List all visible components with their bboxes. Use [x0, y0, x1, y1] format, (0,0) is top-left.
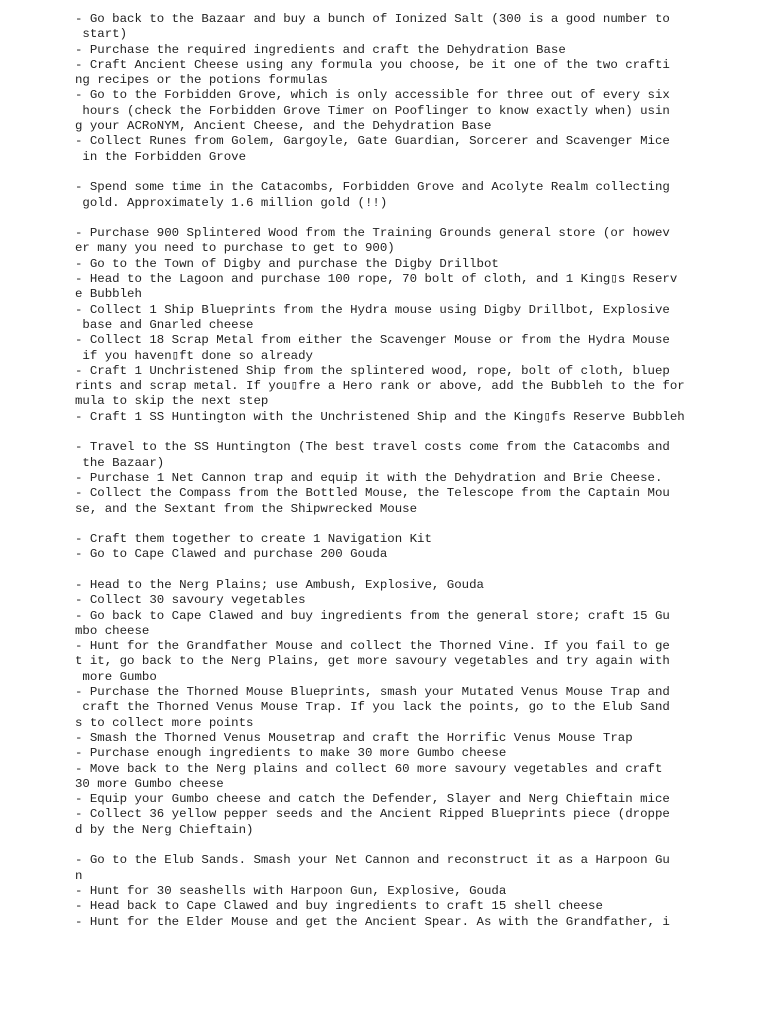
text-line: g your ACRoNYM, Ancient Cheese, and the Dehydration Base [75, 119, 492, 134]
text-line: - Go back to the Bazaar and buy a bunch of Ionized Salt (300 is a good number to [75, 12, 670, 26]
text-line: - Go to the Elub Sands. Smash your Net Cannon and reconstruct it as a Harpoon Gu [75, 853, 670, 868]
text-line: s to collect more points [75, 715, 254, 730]
text-line: rints and scrap metal. If you▯fre a Hero rank or above, add the Bubbleh to the for [75, 379, 685, 394]
text-line: - Go to the Forbidden Grove, which is only accessible for three out of every six [75, 88, 670, 103]
text-line: - Spend some time in the Catacombs, Forbidden Grove and Acolyte Realm collecting [75, 180, 670, 195]
blank-line [75, 563, 675, 578]
text-line: - Head to the Lagoon and purchase 100 rope, 70 bolt of cloth, and 1 King▯s Reserv [75, 272, 678, 287]
text-line: - Purchase the Thorned Mouse Blueprints, smash your Mutated Venus Mouse Trap and [75, 685, 670, 700]
text-line: in the Forbidden Grove [75, 149, 247, 164]
text-line: - Craft Ancient Cheese using any formula you choose, be it one of the two crafti [75, 57, 670, 72]
text-line: - Collect 36 yellow pepper seeds and the Ancient Ripped Blueprints piece (droppe [75, 807, 670, 822]
text-line: - Hunt for 30 seashells with Harpoon Gun, Explosive, Gouda [75, 883, 507, 898]
blank-line [75, 517, 675, 532]
text-line: - Craft them together to create 1 Navigation Kit [75, 532, 432, 547]
text-line: - Collect 18 Scrap Metal from either the Scavenger Mouse or from the Hydra Mouse [75, 333, 670, 348]
text-line: - Purchase enough ingredients to make 30 more Gumbo cheese [75, 746, 507, 761]
text-line: mula to skip the next step [75, 394, 269, 409]
text-line: - Purchase 1 Net Cannon trap and equip it with the Dehydration and Brie Cheese. [75, 470, 663, 485]
document-text [75, 12, 685, 930]
text-line: - Go to Cape Clawed and purchase 200 Gouda [75, 547, 388, 562]
text-line: ng recipes or the potions formulas [75, 73, 328, 88]
text-line: - Hunt for the Grandfather Mouse and collect the Thorned Vine. If you fail to ge [75, 639, 670, 654]
text-line: if you haven▯ft done so already [75, 348, 313, 363]
text-line: er many you need to purchase to get to 900) [75, 241, 395, 256]
text-line: gold. Approximately 1.6 million gold (!!) [75, 195, 388, 210]
text-line: - Collect 30 savoury vegetables [75, 593, 306, 608]
text-line: - Craft 1 Unchristened Ship from the splintered wood, rope, bolt of cloth, bluep [75, 363, 670, 378]
text-line: - Travel to the SS Huntington (The best travel costs come from the Catacombs and [75, 440, 670, 455]
text-line: - Purchase 900 Splintered Wood from the Training Grounds general store (or howev [75, 226, 670, 241]
text-line: d by the Nerg Chieftain) [75, 822, 254, 837]
text-line: - Equip your Gumbo cheese and catch the Defender, Slayer and Nerg Chieftain mice [75, 792, 670, 807]
text-line: - Go back to Cape Clawed and buy ingredients from the general store; craft 15 Gu [75, 608, 670, 623]
text-line: hours (check the Forbidden Grove Timer on Pooflinger to know exactly when) usin [75, 103, 670, 118]
blank-line [75, 425, 675, 440]
blank-line [75, 838, 675, 853]
text-line: n [75, 868, 83, 883]
text-line: - Craft 1 SS Huntington with the Unchristened Ship and the King▯fs Reserve Bubbleh [75, 409, 685, 424]
text-line: mbo cheese [75, 623, 150, 638]
text-line: - Move back to the Nerg plains and collect 60 more savoury vegetables and craft [75, 761, 663, 776]
text-line: - Collect the Compass from the Bottled Mouse, the Telescope from the Captain Mou [75, 486, 670, 501]
blank-line [75, 165, 675, 180]
text-line: - Head back to Cape Clawed and buy ingredients to craft 15 shell cheese [75, 899, 603, 914]
text-line: - Purchase the required ingredients and craft the Dehydration Base [75, 42, 566, 57]
text-line: e Bubbleh [75, 287, 142, 302]
text-line: t it, go back to the Nerg Plains, get more savoury vegetables and try again with [75, 654, 670, 669]
text-line: - Head to the Nerg Plains; use Ambush, Explosive, Gouda [75, 577, 484, 592]
text-line: craft the Thorned Venus Mouse Trap. If you lack the points, go to the Elub Sand [75, 700, 670, 715]
text-line: - Smash the Thorned Venus Mousetrap and craft the Horrific Venus Mouse Trap [75, 730, 633, 745]
text-line: se, and the Sextant from the Shipwrecked Mouse [75, 501, 418, 516]
text-line: more Gumbo [75, 669, 157, 684]
text-line: start) [75, 27, 128, 42]
text-line: - Go to the Town of Digby and purchase the Digby Drillbot [75, 256, 499, 271]
text-line: base and Gnarled cheese [75, 317, 254, 332]
text-line: - Collect Runes from Golem, Gargoyle, Gate Guardian, Sorcerer and Scavenger Mice [75, 134, 670, 149]
text-line: 30 more Gumbo cheese [75, 776, 224, 791]
text-line: - Hunt for the Elder Mouse and get the Ancient Spear. As with the Grandfather, i [75, 914, 670, 929]
blank-line [75, 211, 675, 226]
text-line: the Bazaar) [75, 455, 165, 470]
text-line: - Collect 1 Ship Blueprints from the Hydra mouse using Digby Drillbot, Explosive [75, 302, 670, 317]
